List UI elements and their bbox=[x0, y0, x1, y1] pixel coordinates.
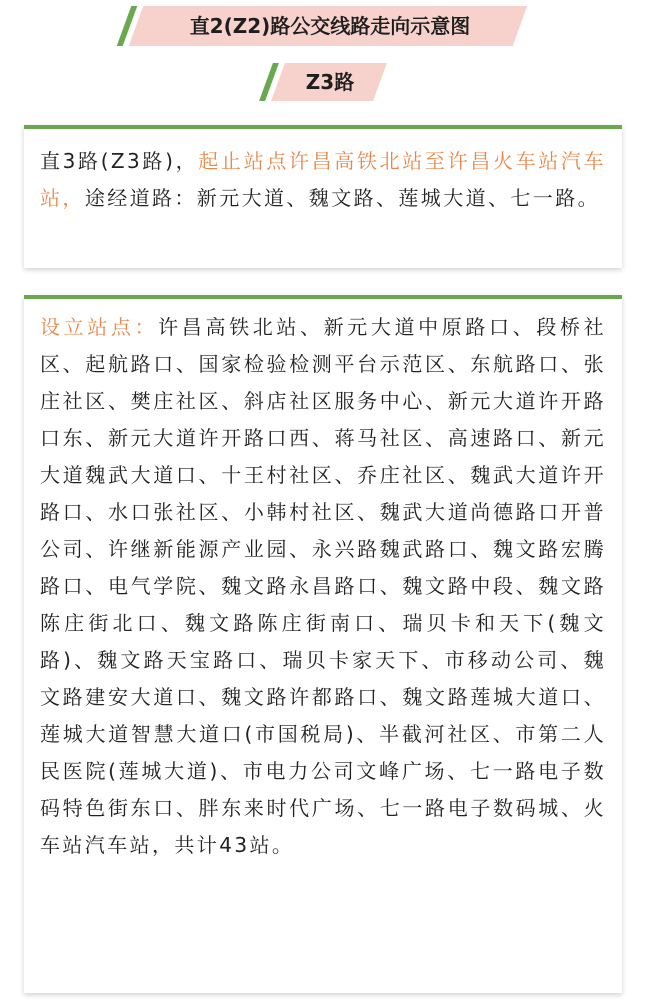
route-endpoints: 起止站点许昌高铁北站至许昌火车站汽车站， bbox=[40, 149, 606, 210]
stops-list: 许昌高铁北站、新元大道中原路口、段桥社区、起航路口、国家检验检测平台示范区、东航路口、张庄社区、樊庄社区、斜店社区服务中心、新元大道许开路口东、新元大道许开路口西、蒋马社区、高速路口、新元大道魏武大道口、十王村社区、乔庄社区、魏武大道许开路口、水口张社区、小韩村社区、魏武大道尚德路口开普公司、许继新能源产业园、永兴路魏武路口、魏文路宏腾路口、电气学院、魏文路永昌路口、魏文路中段、魏文路陈庄街北口、魏文路陈庄街南口、瑞贝卡和天下(魏文路)、魏文路天宝路口、瑞贝卡家天下、市移动公司、魏文路建安大道口、魏文路许都路口、魏文路莲城大道口、莲城大道智慧大道口(市国税局)、半截河社区、市第二人民医院(莲城大道)、市电力公司文峰广场、七一路电子数码特色街东口、胖东来时代广场、七一路电子数码城、火车站汽车站，共计43站。 bbox=[40, 315, 606, 857]
stops-text bbox=[40, 309, 606, 864]
route-label-banner bbox=[266, 63, 380, 101]
route-intro: 直3路(Z3路)， bbox=[40, 149, 199, 173]
route-roads: 途经道路：新元大道、魏文路、莲城大道、七一路。 bbox=[84, 186, 601, 210]
stops-label: 设立站点： bbox=[40, 315, 159, 339]
route-info-card-rule bbox=[24, 125, 622, 129]
route-info-card bbox=[24, 125, 622, 268]
stops-card bbox=[24, 295, 622, 993]
route-info-text bbox=[40, 143, 606, 217]
page-title: 直2(Z2)路公交线路走向示意图 bbox=[189, 14, 471, 38]
route-label: Z3路 bbox=[305, 70, 355, 94]
stops-card-rule bbox=[24, 295, 622, 299]
title-banner bbox=[124, 6, 520, 46]
